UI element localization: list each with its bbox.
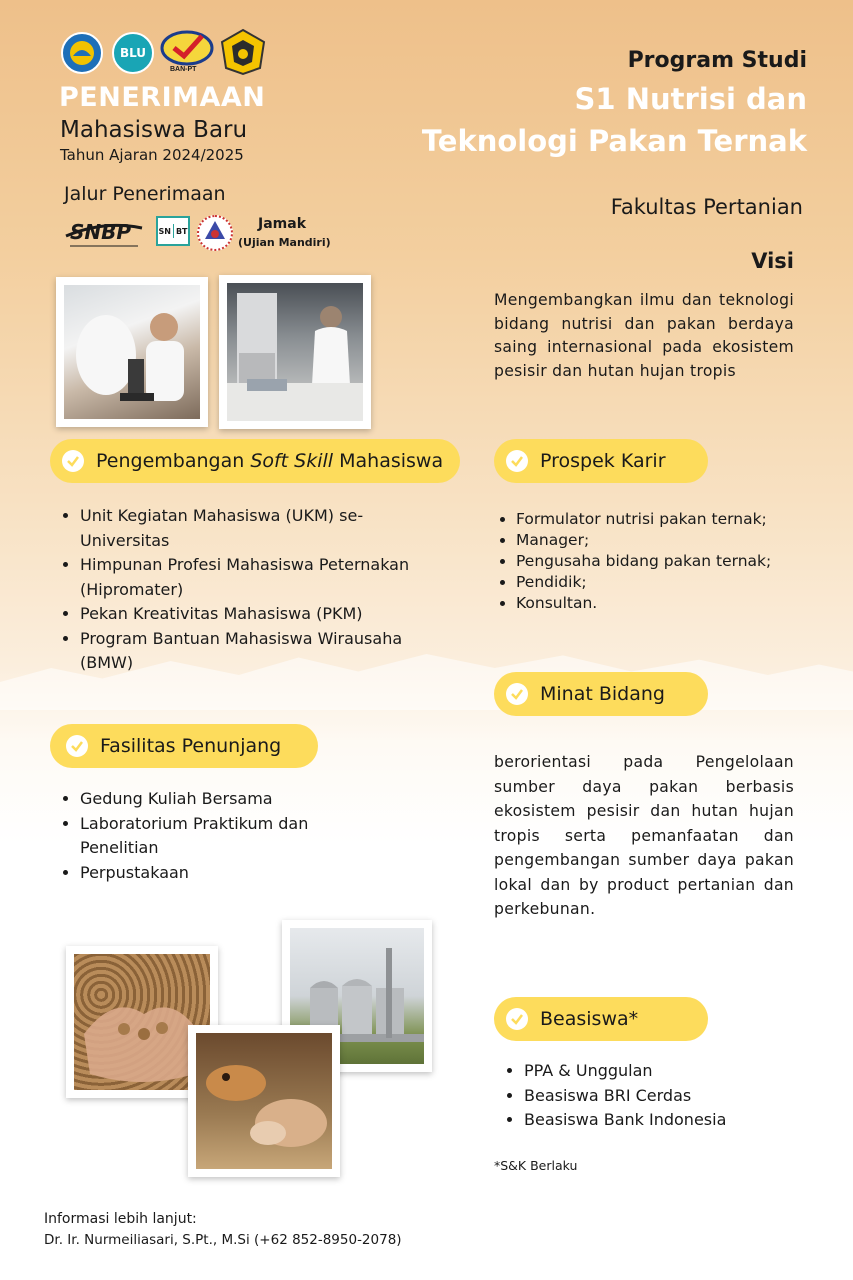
- snbt-label-b: BT: [175, 226, 188, 236]
- beasiswa-label: Beasiswa*: [540, 1008, 639, 1030]
- ban-pt-logo: [160, 28, 214, 76]
- fakultas-label: Fakultas Pertanian: [610, 195, 803, 219]
- snbt-label-a: SN: [158, 226, 171, 236]
- penerimaan-heading: PENERIMAAN: [59, 82, 266, 113]
- prospek-pill: [494, 439, 708, 483]
- list-item: • Formulator nutrisi pakan ternak;: [516, 509, 824, 530]
- snbp-logo: [64, 214, 144, 250]
- list-item: • Beasiswa Bank Indonesia: [524, 1108, 802, 1133]
- tahun-ajaran-text: Tahun Ajaran 2024/2025: [60, 146, 244, 164]
- list-item: • Pengusaha bidang pakan ternak;: [516, 551, 824, 572]
- softskill-label: [96, 450, 443, 472]
- snbt-logo: [156, 216, 190, 246]
- check-circle-icon: [506, 1008, 528, 1030]
- visi-title: Visi: [751, 249, 794, 273]
- blu-logo-text: BLU: [119, 46, 147, 60]
- beasiswa-list: [502, 1059, 802, 1133]
- list-item: • Himpunan Profesi Mahasiswa Peternakan (Hipromater): [80, 553, 438, 602]
- ban-pt-label: BAN-PT: [170, 66, 197, 73]
- prospek-label: Prospek Karir: [540, 450, 666, 472]
- check-circle-icon: [62, 450, 84, 472]
- check-circle-icon: [66, 735, 88, 757]
- minat-text: berorientasi pada Pengelolaan sumber daya pakan berbasis ekosistem pesisir dan hutan hujan tropis serta pemanfaatan dan pengembangan sumber daya pakan lokal dan by product pertanian dan perkebunan.: [494, 753, 794, 918]
- list-item: • Perpustakaan: [80, 861, 358, 886]
- list-item: • Gedung Kuliah Bersama: [80, 787, 358, 812]
- beasiswa-pill: [494, 997, 708, 1041]
- ujian-mandiri-label: (Ujian Mandiri): [238, 236, 331, 249]
- list-item: • Konsultan.: [516, 593, 824, 614]
- fasilitas-pill: [50, 724, 318, 768]
- softskill-label-em: Soft Skill: [250, 450, 334, 472]
- kemendikbud-logo: [61, 32, 103, 74]
- lab-photo-researcher: [219, 275, 371, 429]
- unib-logo: [220, 28, 266, 76]
- list-item: • Pendidik;: [516, 572, 824, 593]
- list-item: • Laboratorium Praktikum dan Penelitian: [80, 812, 358, 861]
- cattle-photo: [188, 1025, 340, 1177]
- lab-photo-microscope: [56, 277, 208, 427]
- check-circle-icon: [506, 683, 528, 705]
- jamak-label: Jamak: [258, 216, 307, 232]
- softskill-pill: [50, 439, 460, 483]
- minat-pill: [494, 672, 708, 716]
- fasilitas-label: Fasilitas Penunjang: [100, 735, 282, 757]
- check-circle-icon: [506, 450, 528, 472]
- visi-text: Mengembangkan ilmu dan teknologi bidang nutrisi dan pakan berdaya saing internasional pada ekosistem pesisir dan hutan hujan tropis: [494, 291, 794, 380]
- mandiri-logo: [197, 215, 233, 251]
- softskill-label-pre: Pengembangan: [96, 450, 251, 472]
- contact-heading: Informasi lebih lanjut:: [44, 1211, 197, 1227]
- sk-note: *S&K Berlaku: [494, 1158, 578, 1173]
- list-item: • Manager;: [516, 530, 824, 551]
- list-item: • PPA & Unggulan: [524, 1059, 802, 1084]
- prospek-list: [494, 509, 824, 614]
- contact-person: Dr. Ir. Nurmeiliasari, S.Pt., M.Si (+62 852-8950-2078): [44, 1232, 402, 1248]
- blu-logo: [112, 32, 154, 74]
- prodi-title-line1: S1 Nutrisi dan: [574, 82, 807, 116]
- mahasiswa-baru-heading: Mahasiswa Baru: [60, 117, 248, 143]
- list-item: • Pekan Kreativitas Mahasiswa (PKM): [80, 602, 438, 627]
- softskill-label-post: Mahasiswa: [333, 450, 444, 472]
- jalur-title: Jalur Penerimaan: [64, 183, 226, 205]
- snbp-label: SNBP: [70, 220, 132, 244]
- list-item: • Beasiswa BRI Cerdas: [524, 1084, 802, 1109]
- softskill-list: [58, 504, 438, 676]
- prodi-title-line2: Teknologi Pakan Ternak: [421, 124, 807, 158]
- list-item: • Unit Kegiatan Mahasiswa (UKM) se-Universitas: [80, 504, 438, 553]
- program-studi-label: Program Studi: [627, 48, 807, 73]
- fasilitas-list: [58, 787, 358, 885]
- minat-label: Minat Bidang: [540, 683, 665, 705]
- list-item: • Program Bantuan Mahasiswa Wirausaha (BMW): [80, 627, 438, 676]
